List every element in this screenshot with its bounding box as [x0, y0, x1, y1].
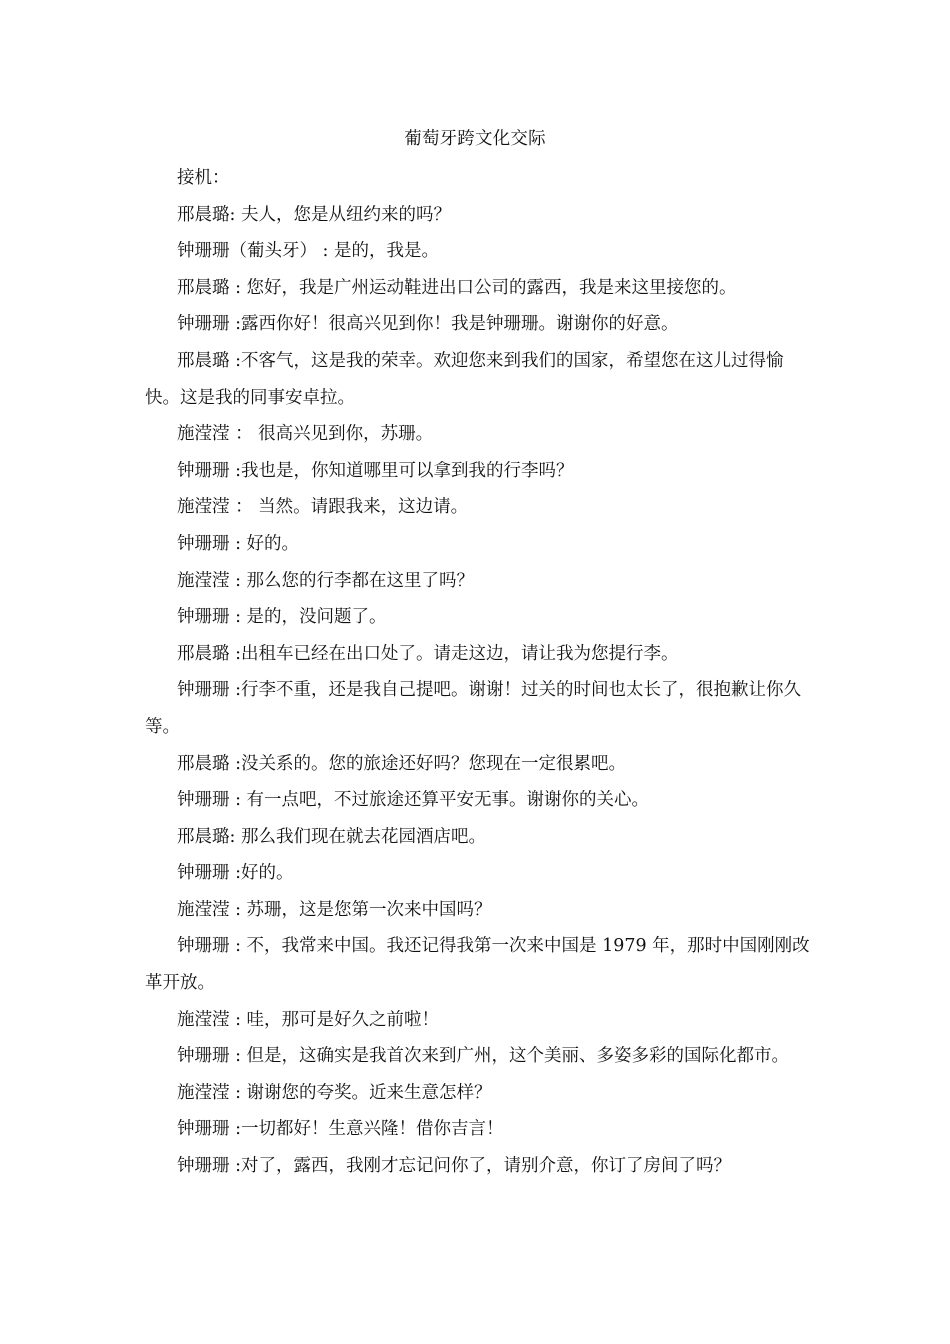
- paragraph: 钟珊珊 : 但是，这确实是我首次来到广州，这个美丽、多姿多彩的国际化都市。: [177, 1046, 790, 1067]
- document-title: 葡萄牙跨文化交际: [404, 129, 546, 149]
- paragraph: 施滢滢 : 谢谢您的夸奖。近来生意怎样？: [177, 1082, 492, 1103]
- paragraph: 钟珊珊 : 好的。: [177, 533, 300, 554]
- paragraph: 钟珊珊 : 不，我常来中国。我还记得我第一次来中国是 1979 年，那时中国刚刚改革开放。: [145, 936, 810, 994]
- paragraph: 邢晨璐: 那么我们现在就去花园酒店吧。: [177, 826, 486, 847]
- paragraph: 施滢滢 ： 当然。请跟我来，这边请。: [177, 497, 469, 518]
- paragraph: 钟珊珊 :行李不重，还是我自己提吧。谢谢！过关的时间也太长了，很抱歉让你久等。: [145, 680, 801, 737]
- paragraph: 施滢滢 : 哇，那可是好久之前啦！: [177, 1009, 440, 1030]
- paragraph: 邢晨璐 :出租车已经在出口处了。请走这边，请让我为您提行李。: [177, 643, 679, 664]
- paragraph: 钟珊珊 : 是的，没问题了。: [177, 607, 387, 628]
- paragraph: 钟珊珊 : 有一点吧，不过旅途还算平安无事。谢谢你的关心。: [177, 790, 650, 811]
- paragraph: 施滢滢 : 苏珊，这是您第一次来中国吗？: [177, 899, 492, 920]
- paragraph: 钟珊珊 :好的。: [177, 863, 294, 884]
- paragraph: 邢晨璐 :不客气，这是我的荣幸。欢迎您来到我们的国家，希望您在这儿过得愉快。这是我的同事安卓拉。: [145, 350, 784, 408]
- paragraph: 钟珊珊 :我也是，你知道哪里可以拿到我的行李吗？: [177, 460, 574, 481]
- paragraph: 邢晨璐 :没关系的。您的旅途还好吗？您现在一定很累吧。: [177, 753, 626, 774]
- paragraph: 施滢滢 ： 很高兴见到你，苏珊。: [177, 424, 434, 445]
- paragraph: 接机：: [177, 168, 230, 188]
- paragraph: 邢晨璐 : 您好，我是广州运动鞋进出口公司的露西，我是来这里接您的。: [177, 277, 737, 298]
- paragraph: 钟珊珊（葡头牙） : 是的，我是。: [177, 241, 440, 262]
- paragraph: 钟珊珊 :一切都好！生意兴隆！借你吉言！: [177, 1119, 504, 1140]
- paragraph: 钟珊珊 :露西你好！很高兴见到你！我是钟珊珊。谢谢你的好意。: [177, 314, 679, 335]
- paragraph: 邢晨璐: 夫人，您是从纽约来的吗？: [177, 204, 451, 225]
- paragraph: 钟珊珊 :对了，露西，我刚才忘记问你了，请别介意，你订了房间了吗？: [177, 1156, 731, 1177]
- paragraph: 施滢滢 : 那么您的行李都在这里了吗？: [177, 570, 475, 591]
- document-body: [145, 160, 810, 1185]
